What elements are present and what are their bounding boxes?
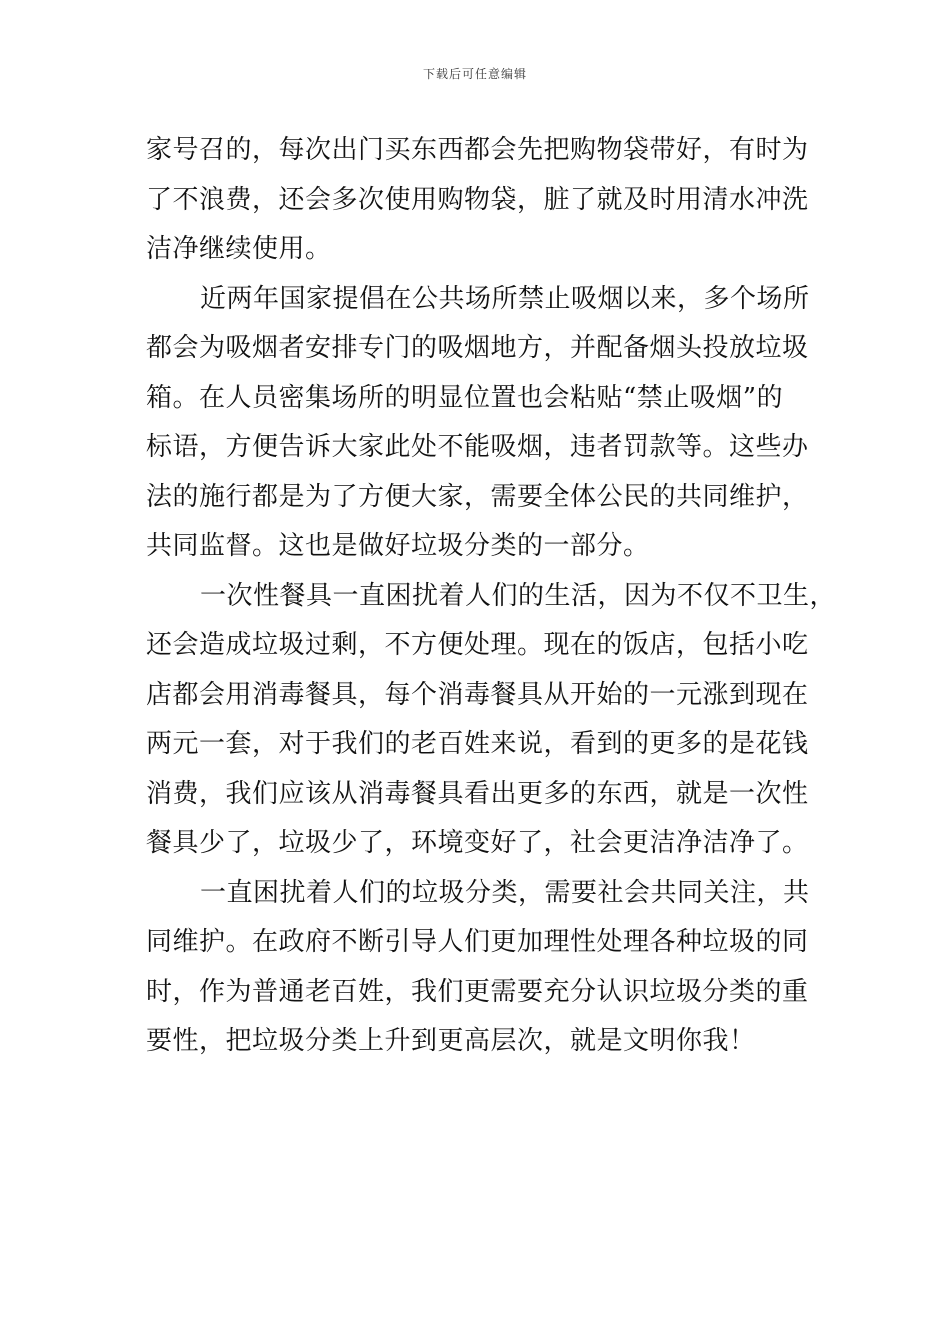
text-line: 洁净继续使用。 — [146, 234, 332, 264]
text-line: 时，作为普通老百姓，我们更需要充分认识垃圾分类的重 — [146, 976, 809, 1007]
text-line: 都会为吸烟者安排专门的吸烟地方，并配备烟头投放垃圾 — [146, 333, 809, 363]
text-line: 消费，我们应该从消毒餐具看出更多的东西，就是一次性 — [146, 778, 809, 809]
text-line: 两元一套，对于我们的老百姓来说，看到的更多的是花钱 — [146, 729, 809, 759]
text-line: 标语，方便告诉大家此处不能吸烟，违者罚款等。这些办 — [146, 432, 809, 462]
text-line: 要性，把垃圾分类上升到更高层次，就是文明你我！ — [146, 1026, 756, 1056]
text-line: 法的施行都是为了方便大家，需要全体公民的共同维护， — [146, 481, 809, 512]
text-line: 家号召的，每次出门买东西都会先把购物袋带好，有时为 — [146, 135, 809, 165]
page-header-note: 下载后可任意编辑 — [422, 67, 527, 81]
document-body — [146, 126, 837, 1067]
text-line: 餐具少了，垃圾少了，环境变好了，社会更洁净洁净了。 — [146, 828, 809, 858]
text-line: 了不浪费，还会多次使用购物袋，脏了就及时用清水冲洗 — [146, 184, 809, 215]
text-line: 近两年国家提倡在公共场所禁止吸烟以来，多个场所 — [200, 283, 810, 314]
text-line: 店都会用消毒餐具，每个消毒餐具从开始的一元涨到现在 — [146, 679, 809, 710]
text-line: 一直困扰着人们的垃圾分类，需要社会共同关注，共 — [200, 877, 810, 908]
text-line: 箱。在人员密集场所的明显位置也会粘贴“禁止吸烟”的 — [146, 382, 784, 413]
text-line: 共同监督。这也是做好垃圾分类的一部分。 — [146, 531, 650, 561]
text-line: 一次性餐具一直困扰着人们的生活，因为不仅不卫生， — [200, 580, 837, 611]
text-line: 同维护。在政府不断引导人们更加理性处理各种垃圾的同 — [146, 927, 809, 957]
text-line: 还会造成垃圾过剩，不方便处理。现在的饭店，包括小吃 — [146, 630, 809, 660]
